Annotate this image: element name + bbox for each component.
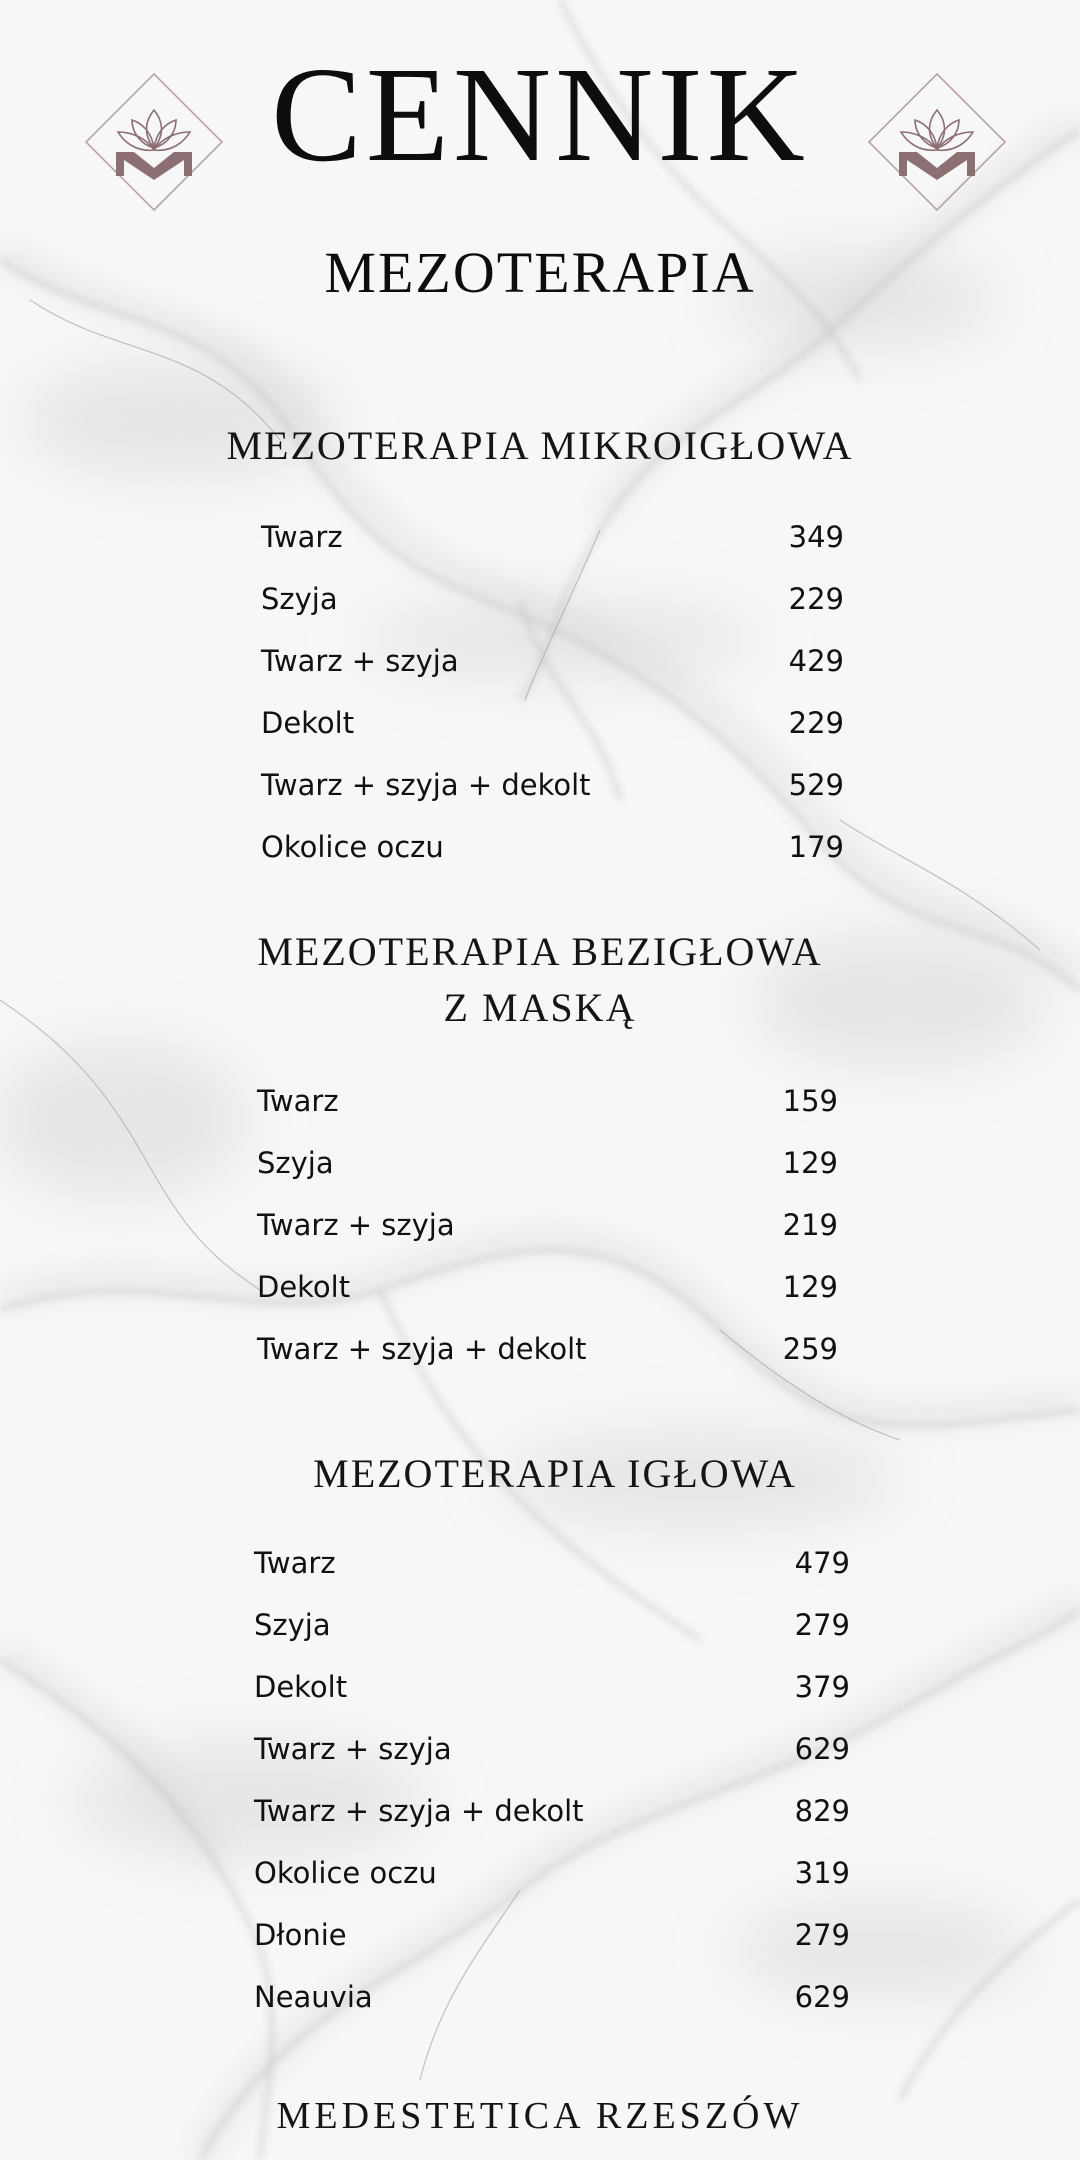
treatment-name: Twarz — [261, 520, 343, 554]
treatment-price: 229 — [788, 706, 844, 740]
price-row — [257, 1318, 838, 1380]
treatment-price: 279 — [794, 1608, 850, 1642]
price-row — [257, 1194, 838, 1256]
price-row — [261, 692, 844, 754]
price-row — [254, 1594, 850, 1656]
treatment-name: Twarz — [257, 1084, 339, 1118]
treatment-name: Twarz + szyja — [254, 1732, 452, 1766]
section-title — [0, 924, 1080, 1036]
price-row — [254, 1966, 850, 2028]
treatment-price: 479 — [794, 1546, 850, 1580]
treatment-price: 219 — [782, 1208, 838, 1242]
treatment-name: Szyja — [257, 1146, 334, 1180]
treatment-price: 129 — [782, 1146, 838, 1180]
price-row — [257, 1132, 838, 1194]
treatment-name: Okolice oczu — [261, 830, 444, 864]
price-row — [257, 1070, 838, 1132]
treatment-price: 279 — [794, 1918, 850, 1952]
brand-footer: MEDESTETICA RZESZÓW — [276, 2095, 804, 2137]
treatment-price: 179 — [788, 830, 844, 864]
treatment-name: Twarz — [254, 1546, 336, 1580]
treatment-price: 429 — [788, 644, 844, 678]
page-subtitle: MEZOTERAPIA — [324, 240, 756, 305]
section-title-line: Z MASKĄ — [443, 985, 637, 1030]
section-title — [0, 1446, 1080, 1502]
section-title-line: MEZOTERAPIA MIKROIGŁOWA — [226, 423, 854, 468]
price-row — [261, 754, 844, 816]
treatment-name: Dekolt — [254, 1670, 348, 1704]
price-row — [254, 1904, 850, 1966]
treatment-price: 829 — [794, 1794, 850, 1828]
treatment-price: 379 — [794, 1670, 850, 1704]
treatment-price: 529 — [788, 768, 844, 802]
treatment-name: Dekolt — [257, 1270, 351, 1304]
price-list-needle — [254, 1532, 850, 2028]
treatment-name: Szyja — [261, 582, 338, 616]
section-title-line: MEZOTERAPIA BEZIGŁOWA — [257, 929, 823, 974]
treatment-name: Twarz + szyja + dekolt — [257, 1332, 587, 1366]
treatment-name: Twarz + szyja — [257, 1208, 455, 1242]
treatment-name: Neauvia — [254, 1980, 373, 2014]
section-title — [0, 418, 1080, 474]
treatment-name: Twarz + szyja — [261, 644, 459, 678]
treatment-price: 629 — [794, 1980, 850, 2014]
price-row — [261, 568, 844, 630]
section-title-line: MEZOTERAPIA IGŁOWA — [313, 1451, 797, 1496]
treatment-price: 349 — [788, 520, 844, 554]
treatment-name: Dłonie — [254, 1918, 347, 1952]
price-row — [254, 1718, 850, 1780]
treatment-price: 159 — [782, 1084, 838, 1118]
price-row — [257, 1256, 838, 1318]
treatment-name: Twarz + szyja + dekolt — [261, 768, 591, 802]
price-row — [254, 1780, 850, 1842]
price-list-needle-free — [257, 1070, 838, 1380]
page-title: CENNIK — [271, 40, 809, 190]
price-row — [254, 1532, 850, 1594]
price-row — [254, 1656, 850, 1718]
treatment-name: Szyja — [254, 1608, 331, 1642]
treatment-name: Okolice oczu — [254, 1856, 437, 1890]
treatment-name: Twarz + szyja + dekolt — [254, 1794, 584, 1828]
treatment-price: 229 — [788, 582, 844, 616]
price-row — [261, 816, 844, 878]
price-row — [254, 1842, 850, 1904]
treatment-price: 319 — [794, 1856, 850, 1890]
treatment-name: Dekolt — [261, 706, 355, 740]
treatment-price: 629 — [794, 1732, 850, 1766]
price-row — [261, 506, 844, 568]
treatment-price: 259 — [782, 1332, 838, 1366]
price-row — [261, 630, 844, 692]
price-list-microneedle — [261, 506, 844, 878]
treatment-price: 129 — [782, 1270, 838, 1304]
